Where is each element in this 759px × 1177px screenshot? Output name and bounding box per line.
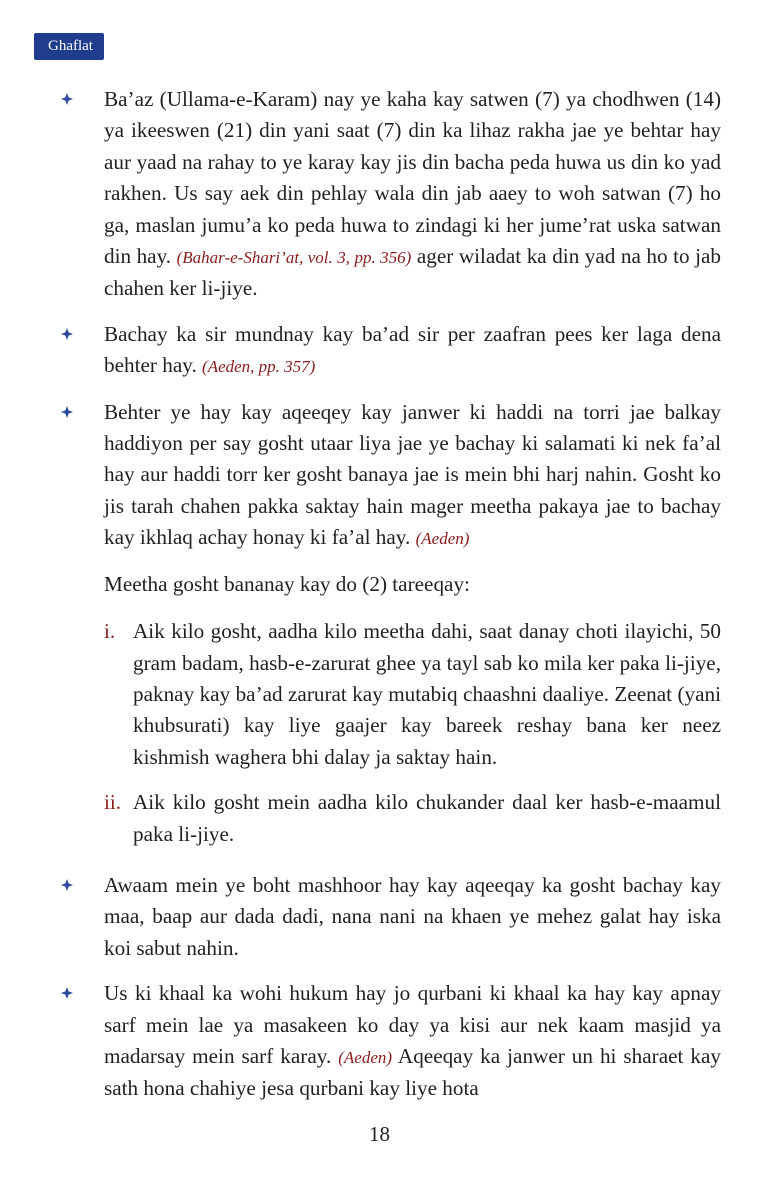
reference: (Aeden) [338, 1047, 393, 1067]
bullet-text [104, 84, 721, 305]
bullet-item [0, 978, 759, 1105]
bullet-item [0, 397, 759, 555]
subheading-text: Meetha gosht bananay kay do (2) tareeqay: [104, 571, 470, 596]
bullet-continuation: ager wiladat ka din yad na ho to jab chahen ker li-jiye. [104, 244, 722, 301]
reference: (Aeden, pp. 357) [202, 357, 316, 377]
subheading [0, 569, 759, 600]
numbered-text: Aik kilo gosht, aadha kilo meetha dahi, saat danay choti ilayichi, 50 gram badam, hasb-e-zarurat ghee ya tayl sab ko mila ker paka li-jiye, paknay kay ba’ad zarurat kay mutabiq chaashni daaliye. Zeenat (yani khubsurati) kay liye gaajer kay bareek reshay bana ker neez kishmish waghera bhi dalay ja saktay hain. [133, 619, 721, 769]
bullet-continuation: Aqeeqay ka janwer un hi sharaet kay sath hona chahiye jesa qurbani kay liye hota [104, 1043, 722, 1101]
bullet-item [0, 84, 759, 305]
bullet-text [104, 397, 721, 555]
bullet-text [104, 870, 721, 964]
reference: (Bahar-e-Shari’at, vol. 3, pp. 356) [176, 248, 412, 268]
four-point-star-icon [61, 328, 73, 340]
reference: (Aeden) [415, 529, 470, 549]
bullet-item [0, 870, 759, 964]
bullet-body: Awaam mein ye boht mashhoor hay kay aqeeqay ka gosht bachay kay maa, baap aur dada dadi, nana nani na khaen ye mehez galat hay iska koi sabut nahin. [104, 872, 721, 960]
bullet-item [0, 319, 759, 383]
item-number: ii. [104, 790, 122, 815]
numbered-text: Aik kilo gosht mein aadha kilo chukander daal ker hasb-e-maamul paka li-jiye. [133, 790, 721, 846]
header-tab: Ghaflat [34, 33, 104, 60]
bullet-body: Us ki khaal ka wohi hukum hay jo qurbani ki khaal ka hay kay apnay sarf mein lae ya masakeen ko day ya kisi aur nek kaam masjid ya madarsay mein sarf karay. [104, 981, 721, 1068]
bullet-body: Behter ye hay kay aqeeqey kay janwer ki haddi na torri jae balkay haddiyon per say gosht utaar liya jae ye bachay ki salamati ki nek fa’al hay aur haddi torr ker gosht banaya jae is mein bhi harj nahin. Gosht ko jis tarah chahen pakka saktay hain mager meetha pakaya jae to bachay kay ikhlaq achay honay ki fa’al hay. [104, 399, 721, 550]
bullet-text [104, 978, 721, 1105]
page-content [0, 84, 759, 1119]
bullet-body: Ba’az (Ullama-e-Karam) nay ye kaha kay satwen (7) ya chodhwen (14) ya ikeeswen (21) din yani saat (7) din ka lihaz rakha jae ye behtar hay aur yaad na rahay to ye karay kay jis din bacha peda huwa us din ko yad rakhen. Us say aek din pehlay wala din jab aaey to woh satwan (7) ho ga, maslan jumu’a ko peda huwa to zindagi ki her jume’rat uska satwan din hay. [104, 87, 721, 269]
page-number: 18 [369, 1122, 390, 1146]
four-point-star-icon [61, 879, 73, 891]
four-point-star-icon [61, 987, 73, 999]
four-point-star-icon [61, 93, 73, 105]
item-number: i. [104, 619, 116, 644]
four-point-star-icon [61, 406, 73, 418]
bullet-text [104, 319, 721, 383]
bullet-body: Bachay ka sir mundnay kay ba’ad sir per zaafran pees ker laga dena behter hay. [104, 321, 721, 378]
numbered-item [0, 787, 759, 850]
numbered-item [0, 616, 759, 773]
